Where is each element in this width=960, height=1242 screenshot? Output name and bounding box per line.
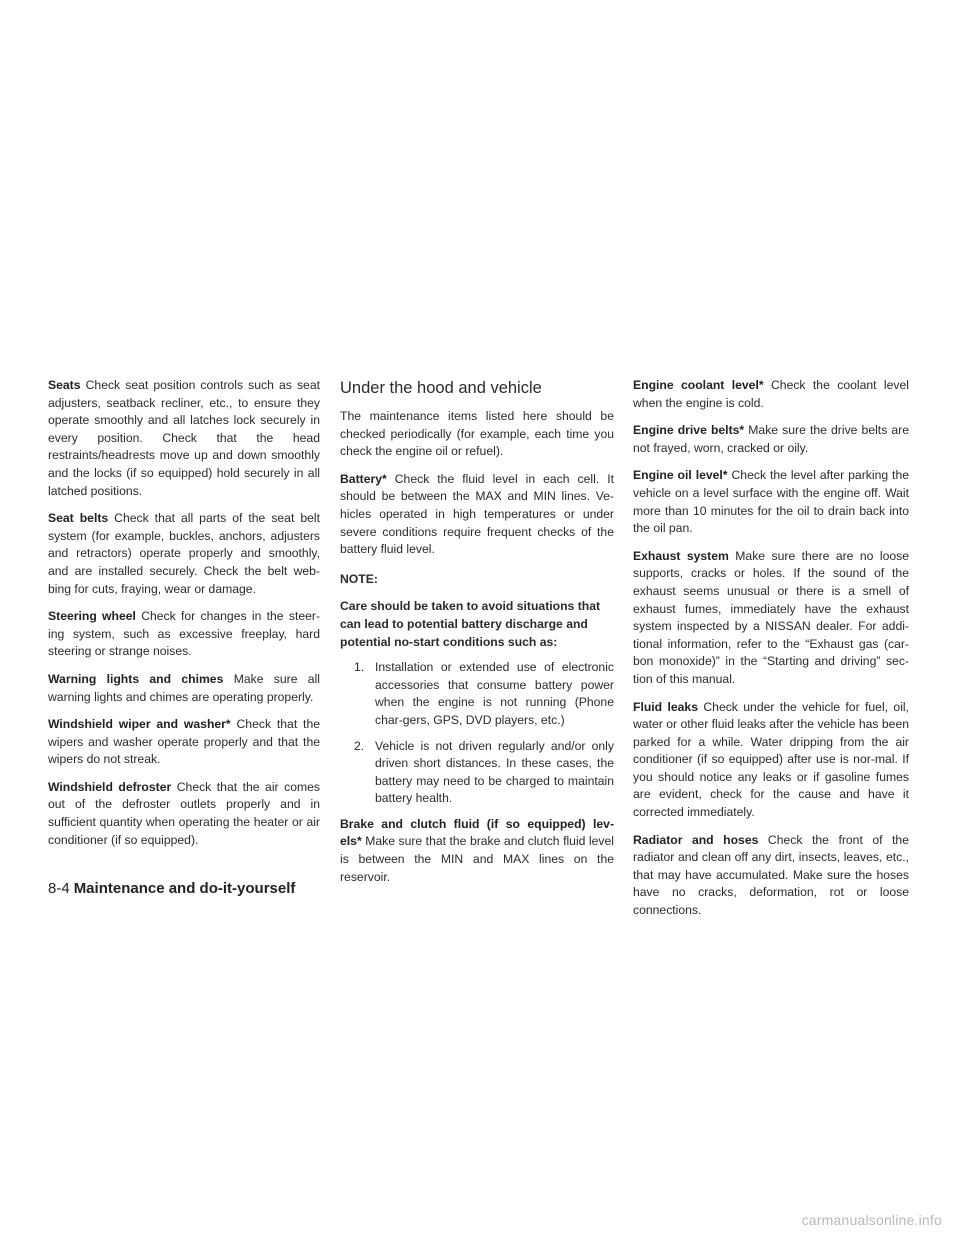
list-item: 2. Vehicle is not driven regularly and/or only driven short distances. In these cases, the battery may need to be charged to maintain battery health. <box>354 738 614 806</box>
item-engine-drive-belts: Engine drive belts* Make sure the drive belts are not frayed, worn, cracked or oily. <box>633 423 909 455</box>
item-seat-belts: Seat belts Check that all parts of the seat belt system (for example, buckles, anchors, adjusters and retractors) operate properly and smoothly, and are installed securely. Check the belt web-bing for cuts, fraying, wear or damage. <box>48 511 320 596</box>
column-right <box>633 377 909 930</box>
item-exhaust-system: Exhaust system Make sure there are no loose supports, cracks or holes. If the sound of the exhaust seems unusual or there is a smell of exhaust fumes, immediately have the exhaust system inspected by a NISSAN dealer. For addi-tional information, refer to the “Exhaust gas (car-bon monoxide)” in the “Starting and driving” sec-tion of this manual. <box>633 548 909 686</box>
list-item: 1. Installation or extended use of electronic accessories that consume battery power when the engine is not running (Phone char-gers, GPS, DVD players, etc.) <box>354 660 614 727</box>
column-middle <box>340 379 614 896</box>
item-engine-coolant: Engine coolant level* Check the coolant level when the engine is cold. <box>633 378 909 410</box>
item-windshield-defroster: Windshield defroster Check that the air comes out of the defroster outlets properly and in sufficient quantity when operating the heater or air conditioner (if so equipped). <box>48 779 320 847</box>
item-windshield-wiper: Windshield wiper and washer* Check that the wipers and washer operate properly and that the wipers do not streak. <box>48 717 320 767</box>
section-intro: The maintenance items listed here should be checked periodically (for example, each time you check the engine oil or refuel). <box>340 409 614 459</box>
watermark: carmanualsonline.info <box>801 1212 942 1228</box>
item-battery: Battery* Check the fluid level in each cell. It should be between the MAX and MIN lines. Ve-hicles operated in high temperatures or under severe conditions require frequent checks of the battery fluid level. <box>340 471 614 557</box>
note-text: Care should be taken to avoid situations that can lead to potential battery discharge and potential no-start conditions such as: <box>340 599 601 649</box>
column-left <box>48 377 320 859</box>
section-heading: Under the hood and vehicle <box>340 379 542 397</box>
item-steering-wheel: Steering wheel Check for changes in the steer-ing system, such as excessive freeplay, hard steering or strange noises. <box>48 609 320 659</box>
page-footer <box>48 880 295 897</box>
page-number: 8-4 <box>48 880 70 897</box>
item-brake-fluid: Brake and clutch fluid (if so equipped) lev-els* Make sure that the brake and clutch fluid level is between the MIN and MAX lines on the reservoir. <box>340 816 614 884</box>
note-label: NOTE: <box>340 571 378 586</box>
item-radiator-hoses: Radiator and hoses Check the front of the radiator and clean off any dirt, insects, leaves, etc., that may have accumulated. Make sure the hoses have no cracks, deformation, rot or loose connections. <box>633 832 909 918</box>
chapter-title: Maintenance and do-it-yourself <box>73 880 296 897</box>
item-warning-lights: Warning lights and chimes Make sure all warning lights and chimes are operating properly. <box>48 671 320 704</box>
item-engine-oil: Engine oil level* Check the level after parking the vehicle on a level surface with the engine off. Wait more than 10 minutes for the oil to drain back into the oil pan. <box>633 468 909 536</box>
item-fluid-leaks: Fluid leaks Check under the vehicle for fuel, oil, water or other fluid leaks after the vehicle has been parked for a while. Water dripping from the air conditioner (if so equipped) after use is nor-mal. If you should notice any leaks or if gasoline fumes are evident, check for the cause and have it corrected immediately. <box>633 699 909 820</box>
note-list <box>340 659 614 808</box>
item-seats: Seats Check seat position controls such as seat adjusters, seatback recliner, etc., to ensure they operate smoothly and all latches lock securely in every position. Check that the head restraints/headrests move up and down smoothly and the locks (if so equipped) hold securely in all latched positions. <box>48 378 320 498</box>
